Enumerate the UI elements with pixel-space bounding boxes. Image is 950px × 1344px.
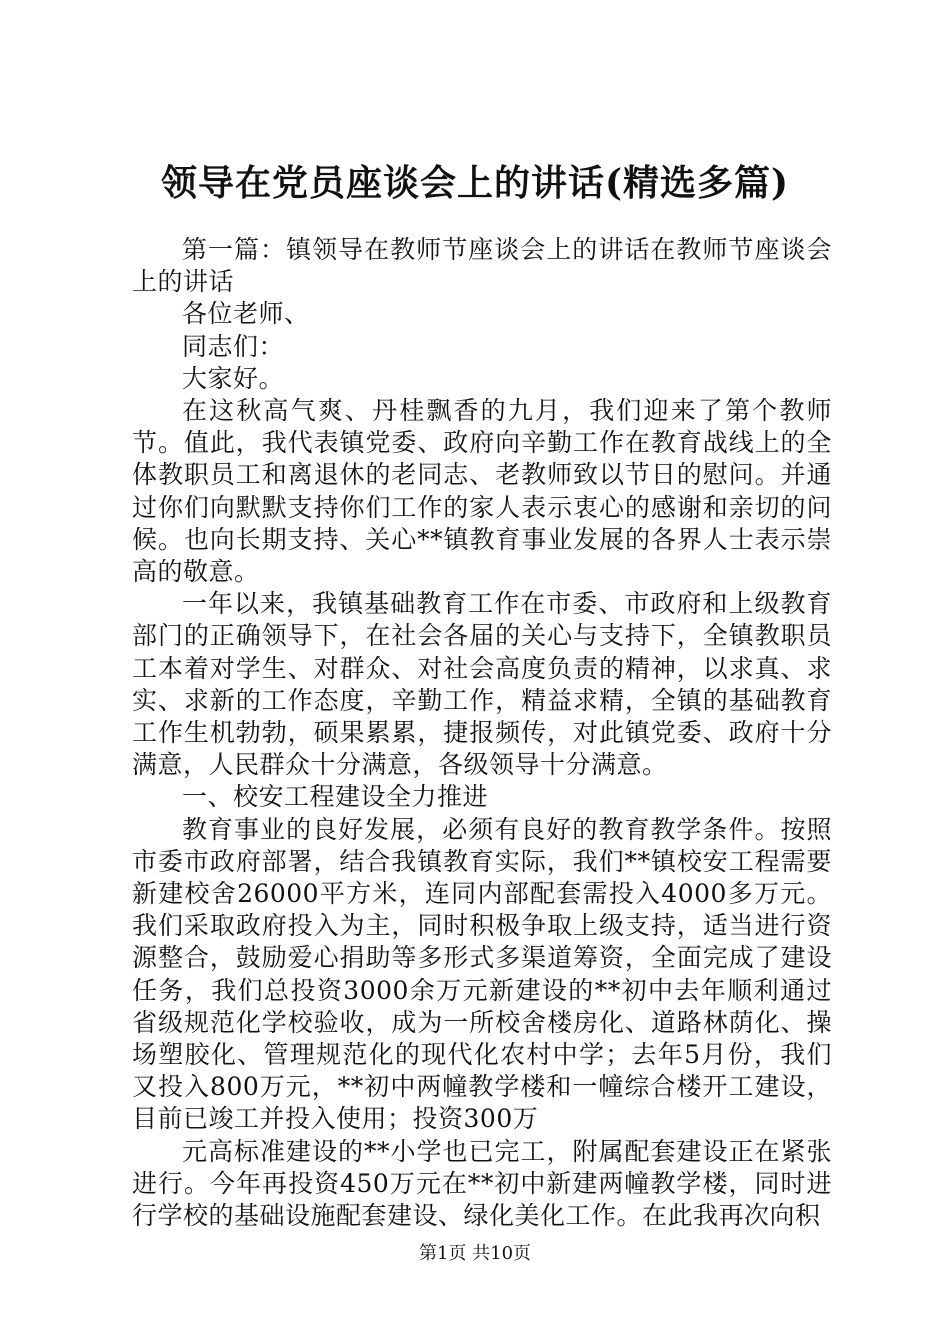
paragraph: 同志们： — [182, 331, 285, 361]
paragraph: 大家好。 — [182, 363, 285, 393]
document-title: 领导在党员座谈会上的讲话(精选多篇) — [160, 162, 790, 204]
paragraph: 教育事业的良好发展，必须有良好的教育教学条件。按照市委市政府部署，结合我镇教育实际，我们**镇校安工程需要新建校舍26000平方米，连同内部配套需投入4000多万元。我们采取政府投入为主，同时积极争取上级支持，适当进行资源整合，鼓励爱心捐助等多形式多渠道筹资，全面完成了建设任务，我们总投资3000余万元新建设的**初中去年顺利通过省级规范化学校验收，成为一所校舍楼房化、道路林荫化、操场塑胶化、管理规范化的现代化农村中学；去年5月份，我们又投入800万元，**初中两幢教学楼和一幢综合楼开工建设，目前已竣工并投入使用；投资300万 — [132, 814, 832, 1134]
document-body — [132, 234, 832, 1232]
paragraph: 第一篇：镇领导在教师节座谈会上的讲话在教师节座谈会上的讲话 — [132, 235, 832, 297]
paragraph: 各位老师、 — [182, 299, 310, 329]
paragraph: 在这秋高气爽、丹桂飘香的九月，我们迎来了第个教师节。值此，我代表镇党委、政府向辛勤工作在教育战线上的全体教职员工和离退休的老同志、老教师致以节日的慰问。并通过你们向默默支持你们工作的家人表示衷心的感谢和亲切的问候。也向长期支持、关心**镇教育事业发展的各界人士表示崇高的敬意。 — [132, 396, 832, 587]
paragraph: 一年以来，我镇基础教育工作在市委、市政府和上级教育部门的正确领导下，在社会各届的关心与支持下，全镇教职员工本着对学生、对群众、对社会高度负责的精神，以求真、求实、求新的工作态度，辛勤工作，精益求精，全镇的基础教育工作生机勃勃，硕果累累，捷报频传，对此镇党委、政府十分满意，人民群众十分满意，各级领导十分满意。 — [132, 589, 832, 780]
page-number: 第1页 共10页 — [418, 1243, 532, 1264]
section-heading: 一、校安工程建设全力推进 — [182, 782, 489, 812]
paragraph: 元高标准建设的**小学也已完工，附属配套建设正在紧张进行。今年再投资450万元在**初中新建两幢教学楼，同时进行学校的基础设施配套建设、绿化美化工作。在此我再次向积 — [132, 1136, 832, 1231]
